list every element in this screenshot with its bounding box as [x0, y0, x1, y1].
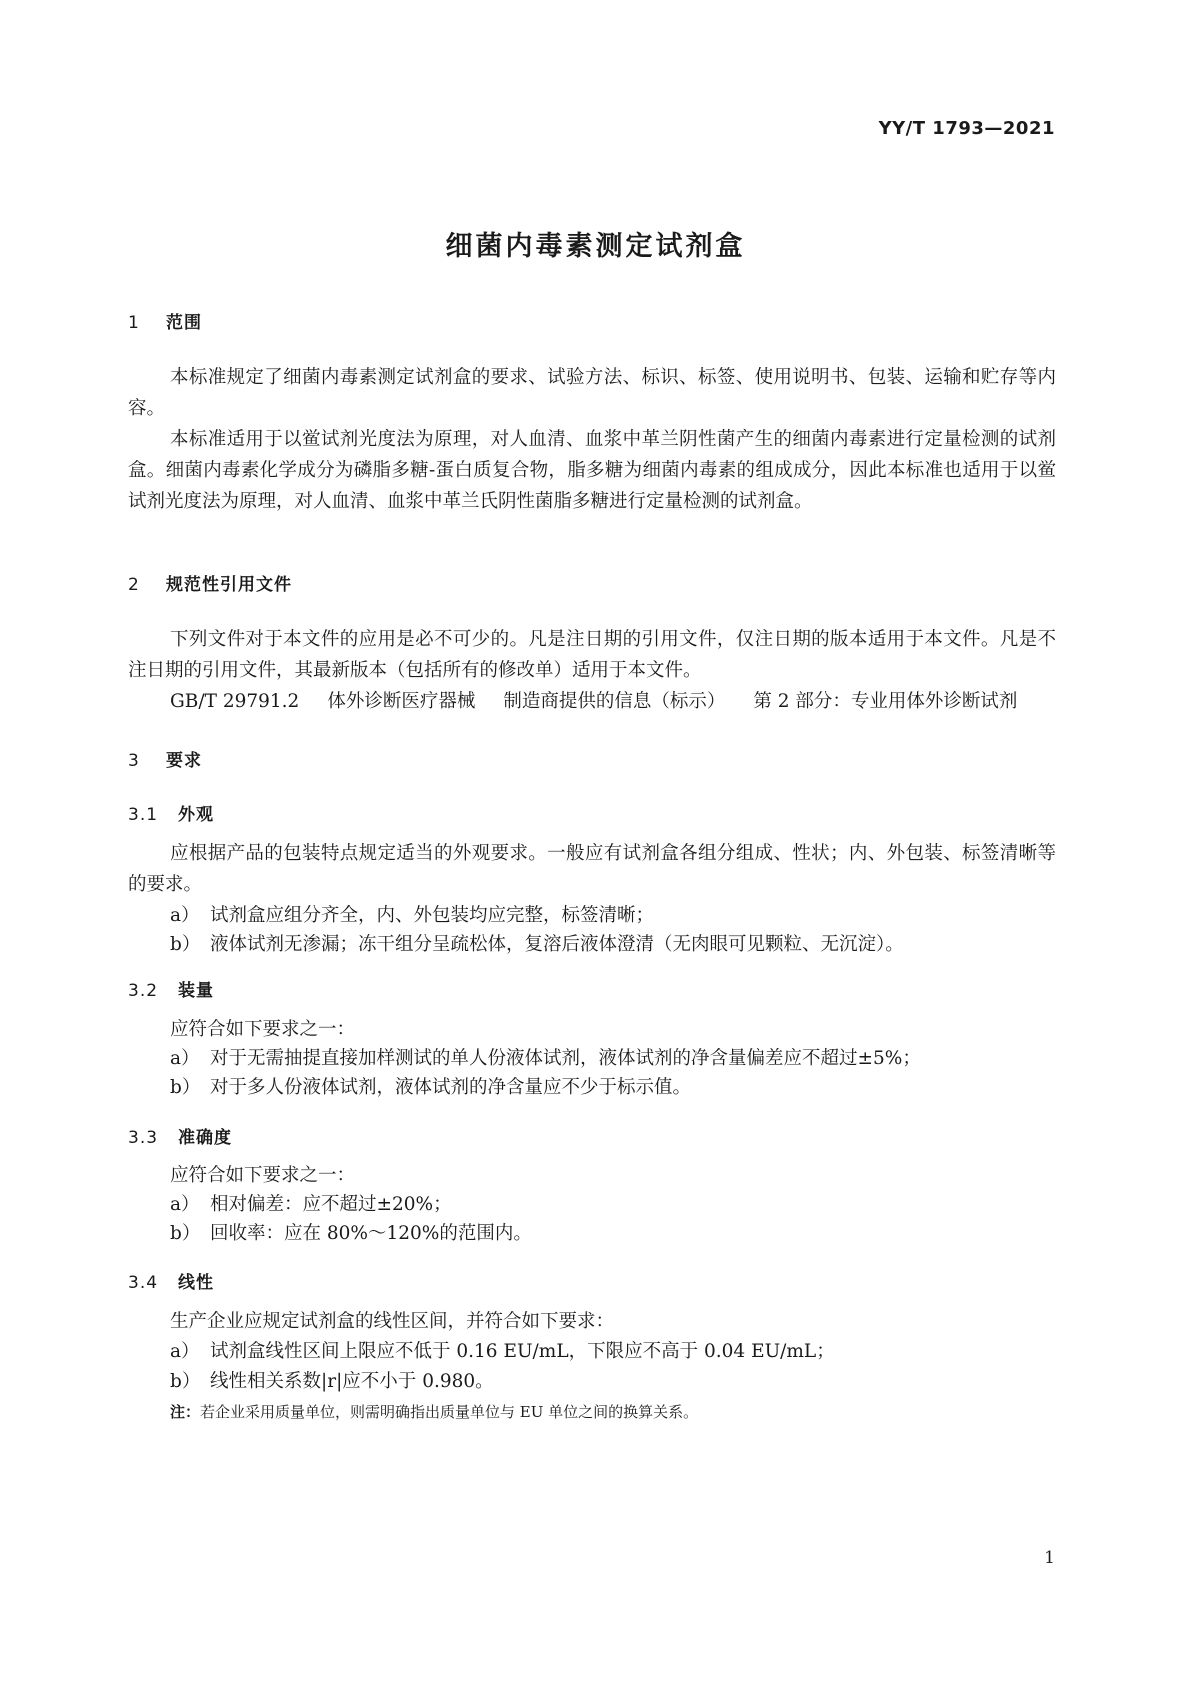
list-item-text: 液体试剂无渗漏；冻干组分呈疏松体，复溶后液体澄清（无肉眼可见颗粒、无沉淀）。 — [210, 934, 904, 955]
normative-reference — [170, 686, 1098, 717]
list-item — [170, 900, 1056, 931]
section-title: 要求 — [166, 751, 202, 771]
section-2-heading — [128, 570, 292, 595]
subsection-number: 3.2 — [128, 981, 159, 1001]
reference-code: GB/T 29791.2 — [170, 691, 300, 712]
section-3-3-lead: 应符合如下要求之一： — [170, 1165, 356, 1186]
list-item-text: 对于无需抽提直接加样测试的单人份液体试剂，液体试剂的净含量偏差应不超过±5%； — [210, 1048, 921, 1069]
page-number: 1 — [1044, 1548, 1055, 1568]
list-item-label: b） — [170, 1077, 201, 1098]
list-item — [170, 1189, 1056, 1220]
subsection-title: 准确度 — [178, 1128, 232, 1148]
list-item-text: 线性相关系数|r|应不小于 0.980。 — [210, 1371, 494, 1392]
section-3-4-heading — [128, 1268, 214, 1293]
list-item — [170, 929, 1056, 960]
list-item-text: 回收率：应在 80%～120%的范围内。 — [210, 1223, 532, 1244]
section-1-paragraph-1: 本标准规定了细菌内毒素测定试剂盒的要求、试验方法、标识、标签、使用说明书、包装、运输和贮存等内容。 — [128, 367, 1056, 419]
list-item-text: 对于多人份液体试剂，液体试剂的净含量应不少于标示值。 — [210, 1077, 692, 1098]
section-number: 1 — [128, 313, 140, 333]
section-3-2-heading — [128, 976, 214, 1001]
section-title: 规范性引用文件 — [166, 575, 292, 595]
list-item-label: b） — [170, 934, 201, 955]
list-item-text: 试剂盒应组分齐全，内、外包装均应完整，标签清晰； — [210, 905, 655, 926]
section-3-1-heading — [128, 800, 214, 825]
reference-title-part-a: 体外诊断医疗器械 — [327, 691, 476, 712]
list-item-label: a） — [170, 1048, 200, 1069]
subsection-number: 3.4 — [128, 1273, 159, 1293]
note — [170, 1400, 698, 1424]
list-item-label: a） — [170, 1341, 200, 1362]
list-item — [170, 1043, 1056, 1074]
list-item-text: 相对偏差：应不超过±20%； — [210, 1194, 452, 1215]
section-1-heading — [128, 308, 202, 333]
list-item — [170, 1072, 1056, 1103]
document-number: YY/T 1793—2021 — [878, 118, 1055, 139]
section-title: 范围 — [166, 313, 202, 333]
section-3-4-lead: 生产企业应规定试剂盒的线性区间，并符合如下要求： — [170, 1311, 615, 1332]
list-item-label: a） — [170, 905, 200, 926]
subsection-number: 3.3 — [128, 1128, 159, 1148]
list-item-label: b） — [170, 1371, 201, 1392]
list-item-label: b） — [170, 1223, 201, 1244]
reference-title-part-c: 第 2 部分：专业用体外诊断试剂 — [753, 691, 1018, 712]
document-title: 细菌内毒素测定试剂盒 — [445, 231, 746, 262]
reference-title-part-b: 制造商提供的信息（标示） — [503, 691, 726, 712]
list-item — [170, 1218, 1056, 1249]
list-item-label: a） — [170, 1194, 200, 1215]
list-item — [170, 1366, 1056, 1397]
section-3-heading — [128, 746, 202, 771]
section-number: 2 — [128, 575, 140, 595]
subsection-title: 外观 — [178, 805, 214, 825]
subsection-number: 3.1 — [128, 805, 159, 825]
section-number: 3 — [128, 751, 140, 771]
list-item — [170, 1336, 1056, 1367]
subsection-title: 线性 — [178, 1273, 214, 1293]
section-3-2-lead: 应符合如下要求之一： — [170, 1019, 356, 1040]
note-label: 注： — [170, 1403, 201, 1421]
subsection-title: 装量 — [178, 981, 214, 1001]
section-1-paragraph-2: 本标准适用于以鲎试剂光度法为原理，对人血清、血浆中革兰阴性菌产生的细菌内毒素进行定量检测的试剂盒。细菌内毒素化学成分为磷脂多糖-蛋白质复合物，脂多糖为细菌内毒素的组成成分，因此本标准也适用于以鲎试剂光度法为原理，对人血清、血浆中革兰氏阴性菌脂多糖进行定量检测的试剂盒。 — [128, 429, 1056, 512]
section-2-paragraph-1: 下列文件对于本文件的应用是必不可少的。凡是注日期的引用文件，仅注日期的版本适用于本文件。凡是不注日期的引用文件，其最新版本（包括所有的修改单）适用于本文件。 — [128, 629, 1056, 681]
note-text: 若企业采用质量单位，则需明确指出质量单位与 EU 单位之间的换算关系。 — [200, 1403, 699, 1421]
section-3-1-paragraph: 应根据产品的包装特点规定适当的外观要求。一般应有试剂盒各组分组成、性状；内、外包装、标签清晰等的要求。 — [128, 843, 1056, 895]
list-item-text: 试剂盒线性区间上限应不低于 0.16 EU/mL，下限应不高于 0.04 EU/mL； — [210, 1341, 835, 1362]
section-3-3-heading — [128, 1123, 232, 1148]
